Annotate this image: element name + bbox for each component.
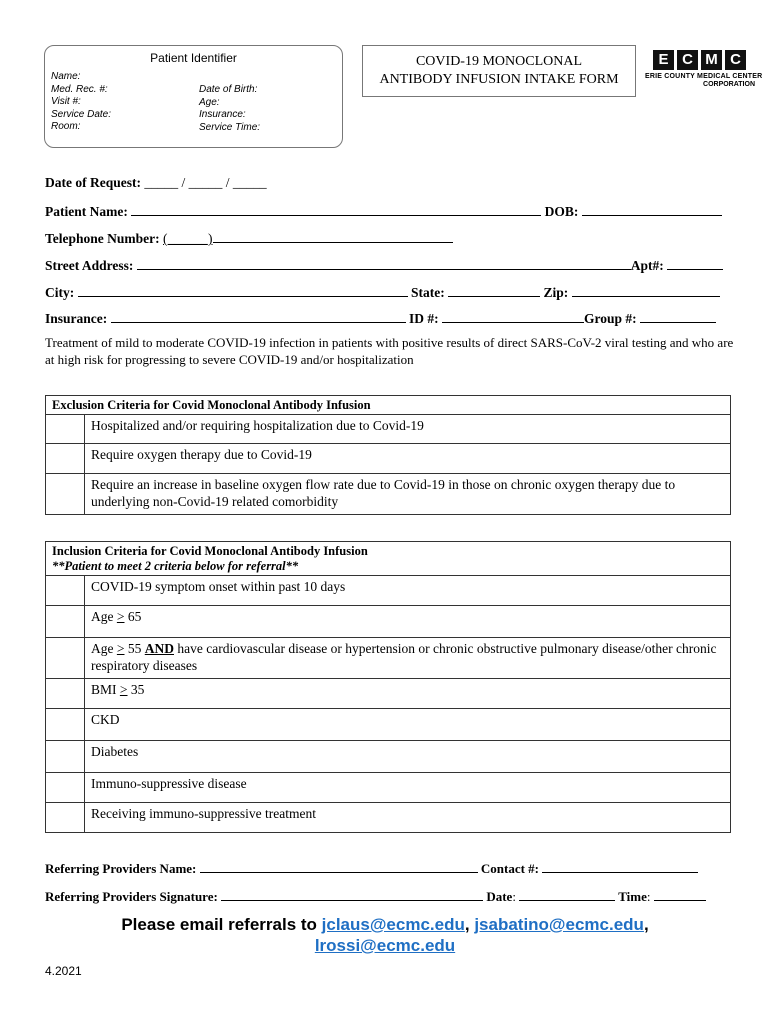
- inclusion-checkbox-7[interactable]: [46, 773, 85, 803]
- street-address-row: [45, 256, 726, 274]
- age55-and: AND: [144, 641, 174, 656]
- age65-prefix: Age: [91, 609, 117, 624]
- apt-field[interactable]: [667, 256, 723, 270]
- logo-subtitle: ERIE COUNTY MEDICAL CENTER: [645, 73, 763, 80]
- age55-prefix: Age: [91, 641, 117, 656]
- signature-time-field[interactable]: [654, 887, 706, 901]
- patient-name-row: [45, 202, 726, 220]
- pid-field-name: Name:: [51, 71, 81, 82]
- form-title-line1: COVID-19 MONOCLONAL: [415, 54, 583, 69]
- inclusion-checkbox-5[interactable]: [46, 709, 85, 741]
- inclusion-item-4: [85, 679, 731, 709]
- date-label: Date: [486, 889, 513, 904]
- group-field[interactable]: [640, 309, 716, 323]
- pid-field-service-time: Service Time:: [199, 121, 261, 133]
- logo-letter-c2: C: [725, 50, 746, 70]
- age55-symbol: >: [116, 641, 125, 656]
- providers-signature-label: Referring Providers Signature:: [45, 889, 218, 904]
- inclusion-checkbox-6[interactable]: [46, 741, 85, 773]
- contact-label: Contact #:: [480, 861, 540, 876]
- exclusion-header: Exclusion Criteria for Covid Monoclonal Antibody Infusion: [46, 396, 731, 415]
- providers-signature-field[interactable]: [221, 887, 483, 901]
- age65-value: 65: [124, 609, 142, 624]
- insurance-field[interactable]: [111, 309, 406, 323]
- exclusion-checkbox-2[interactable]: [46, 444, 85, 474]
- patient-name-field[interactable]: [131, 202, 541, 216]
- logo-letter-e: E: [653, 50, 674, 70]
- date-of-request-field[interactable]: _____ / _____ / _____: [144, 175, 267, 190]
- street-address-label: Street Address:: [45, 258, 134, 273]
- bmi-prefix: BMI: [91, 682, 120, 697]
- email-link-jsabatino[interactable]: jsabatino@ecmc.edu: [474, 915, 644, 934]
- logo-corporation: CORPORATION: [703, 81, 755, 88]
- exclusion-item-1: Hospitalized and/or requiring hospitalization due to Covid-19: [85, 415, 731, 444]
- inclusion-checkbox-8[interactable]: [46, 803, 85, 833]
- patient-name-label: Patient Name:: [45, 204, 128, 219]
- pid-field-dob: Date of Birth:: [199, 84, 258, 95]
- pid-field-med-rec: Med. Rec. #:: [51, 83, 108, 95]
- exclusion-criteria-table: [45, 395, 731, 515]
- apt-label: Apt#:: [630, 258, 664, 273]
- logo-letter-m: M: [701, 50, 722, 70]
- ecmc-logo: [645, 50, 763, 88]
- state-label: State:: [411, 285, 445, 300]
- id-label: ID #:: [409, 311, 439, 326]
- insurance-label: Insurance:: [45, 311, 108, 326]
- telephone-label: Telephone Number:: [45, 231, 160, 246]
- age55-value: 55: [124, 641, 145, 656]
- inclusion-item-7: Immuno-suppressive disease: [85, 773, 731, 803]
- contact-field[interactable]: [542, 859, 698, 873]
- bmi-value: 35: [127, 682, 145, 697]
- inclusion-checkbox-4[interactable]: [46, 679, 85, 709]
- inclusion-item-8: Receiving immuno-suppressive treatment: [85, 803, 731, 833]
- logo-letter-c: C: [677, 50, 698, 70]
- patient-identifier-title: Patient Identifier: [150, 51, 237, 65]
- provider-signature-row: Referring Providers Signature: Date: Time:: [45, 887, 726, 905]
- pid-field-insurance: Insurance:: [199, 109, 246, 120]
- logo-letters: [653, 50, 757, 70]
- zip-field[interactable]: [572, 283, 720, 297]
- inclusion-header: Inclusion Criteria for Covid Monoclonal Antibody Infusion: [52, 544, 368, 558]
- telephone-field[interactable]: [213, 229, 453, 243]
- patient-identifier-left-fields: [51, 71, 111, 134]
- exclusion-checkbox-1[interactable]: [46, 415, 85, 444]
- inclusion-item-5: CKD: [85, 709, 731, 741]
- pid-field-age: Age:: [199, 96, 220, 108]
- inclusion-checkbox-3[interactable]: [46, 638, 85, 679]
- age65-symbol: >: [116, 609, 125, 624]
- inclusion-item-2: [85, 606, 731, 638]
- inclusion-header-cell: [46, 542, 731, 576]
- city-label: City:: [45, 285, 75, 300]
- telephone-row: [45, 229, 726, 247]
- group-label: Group #:: [584, 311, 637, 326]
- inclusion-item-3: [85, 638, 731, 679]
- zip-label: Zip:: [543, 285, 569, 300]
- patient-identifier-box: [44, 45, 343, 148]
- email-prefix: Please email referrals to: [121, 915, 322, 934]
- form-version: 4.2021: [45, 964, 82, 978]
- bmi-symbol: >: [119, 682, 128, 697]
- age55-conditions: have cardiovascular disease or hypertension or chronic obstructive pulmonary disease/other chronic respiratory diseases: [91, 641, 717, 673]
- id-field[interactable]: [442, 309, 584, 323]
- street-address-field[interactable]: [137, 256, 631, 270]
- state-field[interactable]: [448, 283, 540, 297]
- exclusion-item-3: Require an increase in baseline oxygen flow rate due to Covid-19 in those on chronic oxygen therapy due to underlying non-Covid-19 related comorbidity: [85, 474, 731, 515]
- dob-label: DOB:: [544, 204, 579, 219]
- email-referrals-note: Please email referrals to jclaus@ecmc.edu, jsabatino@ecmc.edu, lrossi@ecmc.edu: [121, 915, 649, 955]
- date-of-request-label: Date of Request:: [45, 175, 141, 190]
- exclusion-checkbox-3[interactable]: [46, 474, 85, 515]
- inclusion-item-6: Diabetes: [85, 741, 731, 773]
- pid-field-room: Room:: [51, 121, 81, 132]
- providers-name-label: Referring Providers Name:: [45, 861, 197, 876]
- email-link-jclaus[interactable]: jclaus@ecmc.edu: [321, 915, 465, 934]
- inclusion-checkbox-1[interactable]: [46, 576, 85, 606]
- email-link-lrossi[interactable]: lrossi@ecmc.edu: [314, 936, 456, 955]
- form-title: [362, 45, 636, 97]
- inclusion-criteria-table: [45, 541, 731, 833]
- providers-name-field[interactable]: [200, 859, 478, 873]
- dob-field[interactable]: [582, 202, 722, 216]
- pid-field-visit: Visit #:: [51, 96, 81, 107]
- referring-provider-row: [45, 859, 726, 877]
- pid-field-service-date: Service Date:: [51, 108, 112, 120]
- inclusion-subheader: **Patient to meet 2 criteria below for referral**: [52, 559, 299, 573]
- city-field[interactable]: [78, 283, 408, 297]
- form-title-line2: ANTIBODY INFUSION INTAKE FORM: [379, 72, 619, 87]
- exclusion-item-2: Require oxygen therapy due to Covid-19: [85, 444, 731, 474]
- signature-date-field[interactable]: [519, 887, 615, 901]
- inclusion-checkbox-2[interactable]: [46, 606, 85, 638]
- insurance-row: [45, 309, 726, 327]
- intro-text: Treatment of mild to moderate COVID-19 infection in patients with positive results of direct SARS-CoV-2 viral testing and who are at high risk for progressing to severe COVID-19 and/or hospitalization: [45, 335, 734, 367]
- time-label: Time: [618, 889, 647, 904]
- inclusion-item-1: COVID-19 symptom onset within past 10 days: [85, 576, 731, 606]
- date-of-request-row: [45, 175, 726, 191]
- patient-identifier-right-fields: [199, 84, 260, 134]
- city-row: [45, 283, 726, 301]
- telephone-area-code[interactable]: (______): [163, 231, 213, 246]
